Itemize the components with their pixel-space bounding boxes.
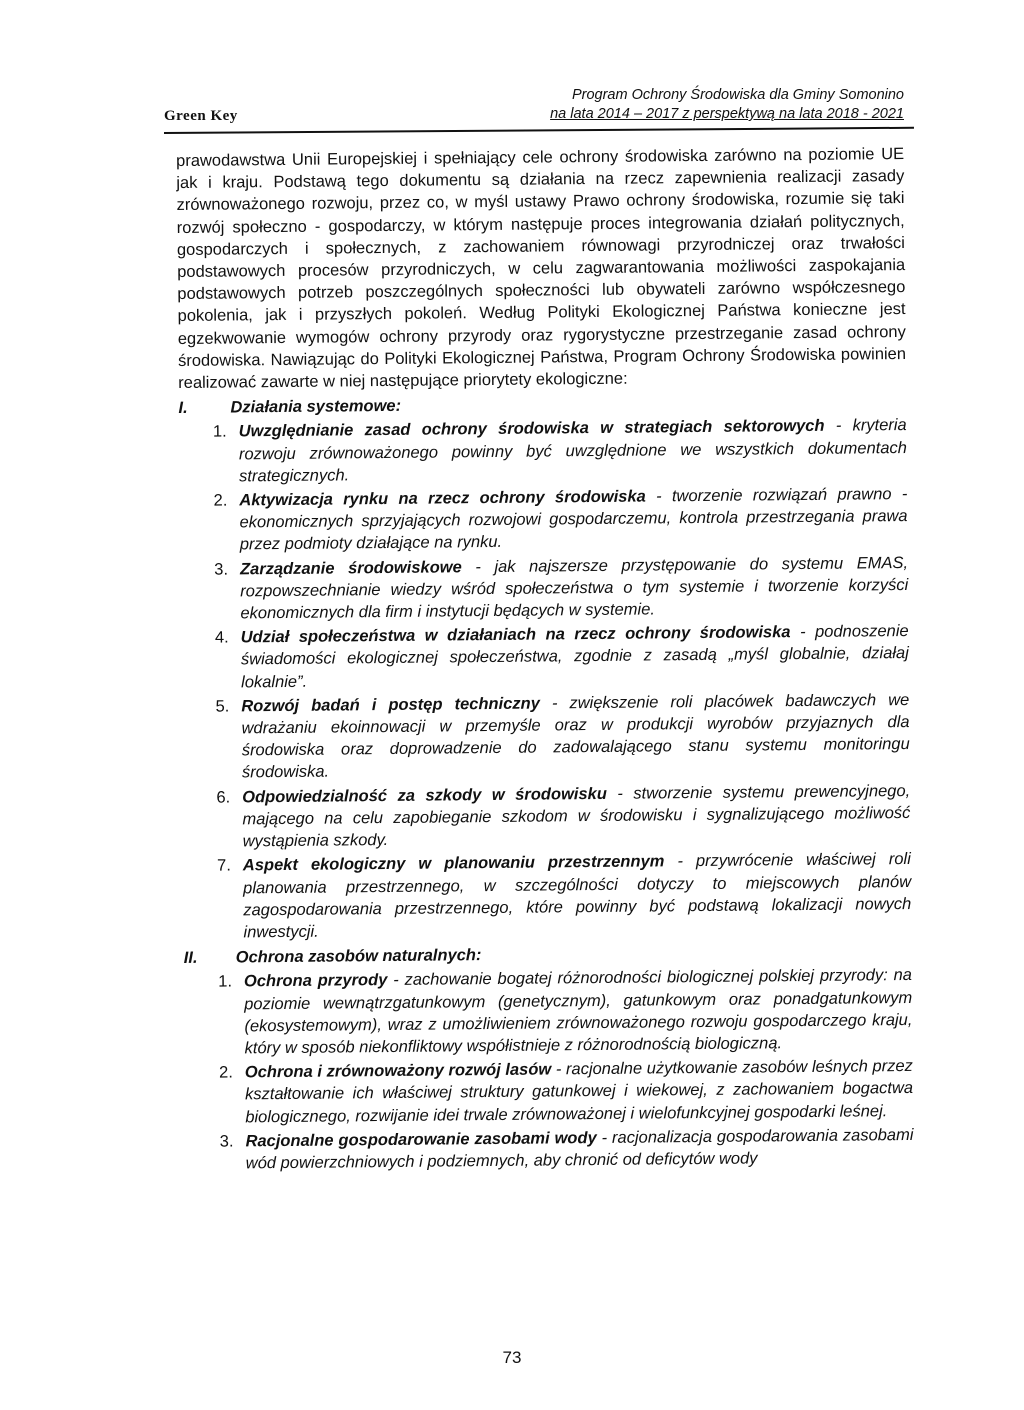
item-number: 6. xyxy=(216,788,231,807)
list-item xyxy=(184,964,913,1060)
item-text xyxy=(245,1055,914,1128)
item-heading: Rozwój badań i postęp techniczny xyxy=(241,694,540,716)
item-heading: Racjonalne gospodarowanie zasobami wody xyxy=(245,1128,597,1151)
section-title: Ochrona zasobów naturalnych: xyxy=(235,946,482,967)
item-text xyxy=(245,1124,913,1175)
list-item xyxy=(182,780,911,854)
item-description: - kryteria rozwoju zrównoważonego powinny być uwzględnione we wszystkich dokumentach strategicznych. xyxy=(238,416,907,486)
item-description: - stworzenie systemu prewencyjnego, mającego na celu zapobieganie szkodom w środowisku i sygnalizującego możliwość wystąpienia szkody. xyxy=(242,781,911,851)
item-text xyxy=(244,964,913,1059)
item-text xyxy=(241,620,910,693)
page-header xyxy=(164,80,914,138)
document-title-line2: na lata 2014 – 2017 z perspektywą na lata 2018 - 2021 xyxy=(550,106,904,122)
section-number: II. xyxy=(183,948,198,968)
item-description: - zachowanie bogatej różnorodności biologicznej polskiej przyrody: na poziomie wewnątrzgatunkowym (genetycznym), gatunkowym oraz ponadgatunkowym (ekosystemowym), wraz z umożliwieniem zrównoważonego rozwoju gospodarczego kraju, który w sposób niekonfliktowy współistnieje z różnorodnością biologiczną. xyxy=(244,966,913,1058)
item-description: - racjonalne użytkowanie zasobów leśnych przez kształtowanie ich właściwej struktury gatunkowej i wiekowej, z zachowaniem bogactwa biologicznego, rozwijanie idei trwale zrównoważonej i wielofunkcyjnej gospodarki leśnej. xyxy=(244,1057,914,1126)
item-text xyxy=(243,848,912,943)
item-text xyxy=(242,780,911,853)
document-title-line1: Program Ochrony Środowiska dla Gminy Somonino xyxy=(571,87,904,103)
item-heading: Aktywizacja rynku na rzecz ochrony środowiska xyxy=(239,487,646,510)
item-heading: Ochrona i zrównoważony rozwój lasów xyxy=(244,1060,552,1082)
item-heading: Udział społeczeństwa w działaniach na rzecz ochrony środowiska xyxy=(240,623,791,647)
item-description: - jak najszersze przystępowanie do systemu EMAS, rozpowszechnianie wiedzy wśród społeczeństwa o tym systemie i tworzenie korzyści ekonomicznych dla firm i instytucji będących w systemie. xyxy=(240,553,909,623)
item-number: 4. xyxy=(214,628,229,647)
section-number: I. xyxy=(178,399,188,418)
brand-name: Green Key xyxy=(164,108,238,124)
item-description: - tworzenie rozwiązań prawno - ekonomicznych sprzyjających rozwojowi gospodarczemu, kontrola przestrzegania prawa przez podmioty działające na rynku. xyxy=(239,485,908,554)
list-item xyxy=(179,483,908,557)
item-heading: Odpowiedzialność za szkody w środowisku xyxy=(242,784,607,807)
list-item xyxy=(180,552,909,626)
item-number: 1. xyxy=(218,972,233,991)
section-systemic-actions xyxy=(178,390,911,944)
item-number: 2. xyxy=(213,491,228,510)
item-text xyxy=(240,552,909,625)
item-heading: Ochrona przyrody xyxy=(243,971,388,991)
item-description: - podnoszenie świadomości ekologicznej społeczeństwa, zgodnie z zasadą „myśl globalnie, działaj lokalnie”. xyxy=(240,622,909,692)
item-description: - zwiększenie roli placówek badawczych we wdrażaniu ekoinnowacji w przemyśle oraz w produkcji wyrobów przyjaznych dla środowiska oraz doprowadzenie do zadowalającego stanu systemu monitoringu środowiska. xyxy=(241,690,910,782)
item-text xyxy=(239,414,908,487)
page-body xyxy=(176,143,914,1175)
item-number: 3. xyxy=(214,560,229,579)
item-number: 1. xyxy=(212,422,227,442)
item-heading: Zarządzanie środowiskowe xyxy=(239,557,462,579)
list-item xyxy=(181,620,910,694)
section-title: Działania systemowe: xyxy=(230,397,402,417)
item-number: 7. xyxy=(217,856,231,875)
item-heading: Uwzględnianie zasad ochrony środowiska w strategiach sektorowych xyxy=(238,417,825,441)
list-item xyxy=(179,414,908,488)
document-title xyxy=(550,86,904,124)
list-item xyxy=(185,1055,914,1129)
item-heading: Aspekt ekologiczny w planowaniu przestrzennym xyxy=(242,852,665,875)
section-natural-resources xyxy=(184,940,914,1175)
list-item xyxy=(185,1124,913,1175)
item-description: - racjonalizacja gospodarowania zasobami wód powierzchniowych i podziemnych, aby chronić od deficytów wody xyxy=(245,1125,914,1173)
item-number: 3. xyxy=(219,1132,234,1151)
intro-paragraph: prawodawstwa Unii Europejskiej i spełniający cele ochrony środowiska zarówno na poziomie UE jak i kraju. Podstawą tego dokumentu są działania na rzecz zapewnienia realizacji zasady zrównoważonego rozwoju, przez co, w myśl ustawy Prawo ochrony środowiska, rozumie się taki rozwój społeczno - gospodarczy, w którym następuje proces integrowania działań politycznych, gospodarczych i społecznych, z zachowaniem równowagi przyrodniczej oraz trwałości podstawowych procesów przyrodniczych, w celu zagwarantowania możliwości zaspokajania podstawowych potrzeb poszczególnych społeczności lub obywateli zarówno współczesnego pokolenia, jak i przyszłych pokoleń. Według Polityki Ekologicznej Państwa konieczne jest egzekwowanie wymogów ochrony przyrody oraz rygorystyczne przestrzeganie zasad ochrony środowiska. Nawiązując do Polityki Ekologicznej Państwa, Program Ochrony Środowiska powinien realizować zawarte w niej następujące priorytety ekologiczne: xyxy=(176,145,907,393)
list-item xyxy=(181,689,910,785)
item-description: - przywrócenie właściwej roli planowania przestrzennego, w szczególności dotyczy to miejscowych planów zagospodarowania przestrzennego, które powinny być podstawą lokalizacji nowych inwestycji. xyxy=(242,850,912,942)
item-number: 5. xyxy=(215,697,230,716)
item-text xyxy=(241,689,910,784)
list-item xyxy=(183,848,912,944)
item-text xyxy=(239,483,908,556)
header-rule xyxy=(164,127,914,134)
page-number: 73 xyxy=(502,1348,522,1367)
item-number: 2. xyxy=(219,1063,233,1082)
